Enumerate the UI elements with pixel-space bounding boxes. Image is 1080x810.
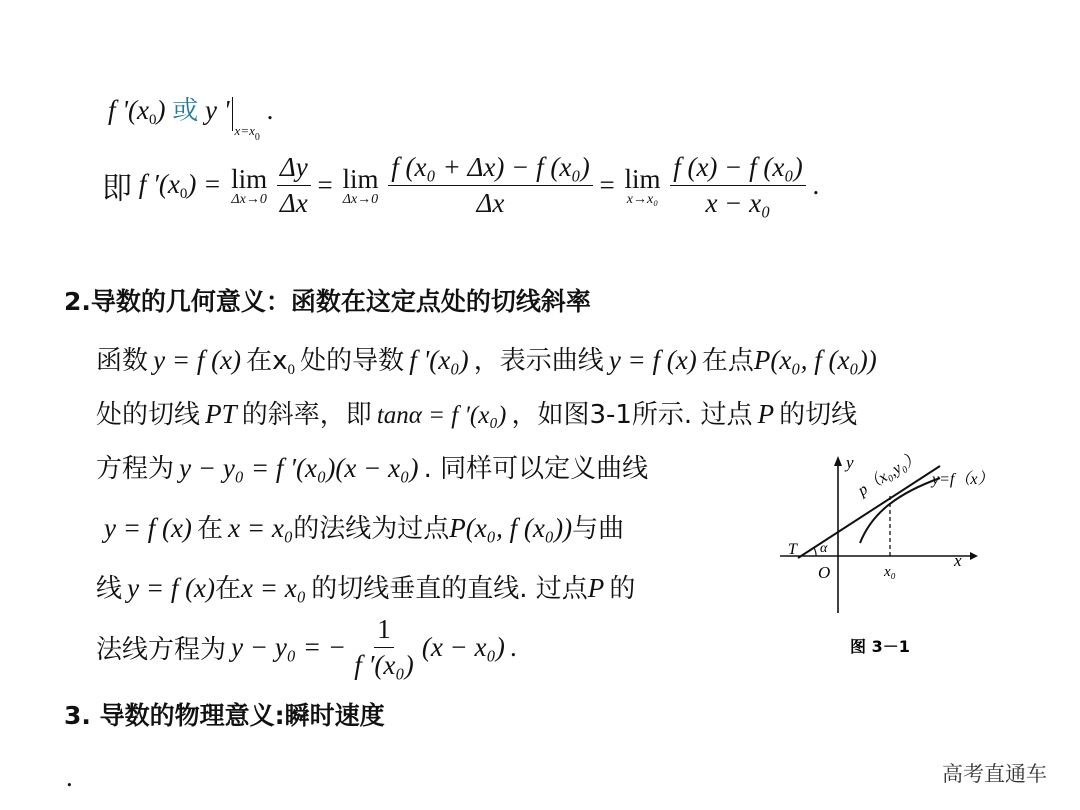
para-line-3: [96, 448, 648, 485]
derivative-definition: [102, 152, 819, 219]
formula: PT: [205, 399, 237, 429]
limit-1: lim Δx→0: [231, 163, 268, 207]
text: . 同样可以定义曲线: [423, 454, 649, 484]
text: 的: [609, 574, 636, 604]
or-word: 或: [172, 96, 199, 126]
derivative-notation-line: [108, 90, 273, 143]
alpha-label: α: [820, 541, 828, 556]
formula: P: [757, 399, 775, 429]
subscript: 0: [287, 362, 296, 378]
text: 与曲: [572, 514, 625, 544]
period: .: [266, 95, 274, 125]
x0-label: x₀: [884, 564, 896, 580]
formula: y = f (x): [153, 345, 242, 375]
y-arrow: [834, 456, 842, 466]
x-label: x: [954, 551, 962, 570]
y-prime: y ': [205, 95, 230, 125]
period: .: [812, 170, 820, 200]
formula: y = f (x): [104, 513, 192, 543]
watermark-text: 高考直通车: [942, 762, 1047, 786]
point-P: P(x₀, f (x₀)): [449, 513, 573, 543]
limit-2: lim Δx→0: [342, 163, 379, 207]
period: .: [509, 632, 517, 662]
text: 的法线为过点: [293, 514, 450, 544]
text: ，表示曲线: [473, 346, 604, 376]
formula: x = x₀: [228, 513, 294, 543]
para-line-2: [96, 394, 857, 431]
fraction-dy-dx: $\frac{\Delta y}{\Delta x}$: [277, 152, 311, 219]
f-prime-x0: f '$(x_0)$: [108, 95, 166, 128]
text: 方程为: [96, 454, 175, 484]
fraction-difference-quotient: $\frac{\text{f (x₀ + Δx) − f (x₀)}}{\Delta x}$: [388, 152, 592, 219]
formula: y = f (x): [127, 573, 216, 603]
equals: =: [599, 170, 615, 200]
text: 在x: [246, 346, 288, 376]
formula: f '(x₀): [409, 345, 469, 375]
equals: =: [317, 170, 333, 200]
text: ，如图3-1所示. 过点: [511, 400, 753, 430]
figure-caption: 图 3－1: [850, 637, 910, 656]
point-P: P(x₀, f (x₀)): [753, 345, 877, 375]
point-label: p（x₀,y₀）: [855, 448, 923, 500]
def-lhs: f $'(x_0)$ =: [138, 168, 222, 202]
text: 线: [96, 574, 123, 604]
fraction-x-to-x0: $\frac{\text{f (x) − f (x₀)}}{\text{x − x₀}}$: [670, 152, 806, 219]
limit-3: lim x→x₀: [624, 163, 661, 207]
T-label: T: [788, 541, 797, 558]
evaluation-bar: [232, 97, 233, 131]
formula: (x − x₀): [421, 632, 505, 662]
section-3-heading: 3. 导数的物理意义:瞬时速度: [64, 701, 385, 730]
text: 在点: [701, 346, 754, 376]
y-label: y: [846, 453, 854, 472]
section-2-heading: 2.导数的几何意义：函数在这定点处的切线斜率: [64, 287, 591, 316]
formula: y − y₀ = −: [231, 632, 347, 662]
formula: x = x₀: [241, 573, 307, 603]
alpha-arc: [814, 548, 816, 556]
origin-label: O: [818, 563, 831, 582]
ji-word: 即: [102, 171, 132, 207]
figure-3-1: [770, 438, 1020, 668]
text: 处的导数: [300, 346, 405, 376]
formula: tanα = f ′(x₀): [376, 402, 507, 429]
trailing-dot: .: [66, 762, 73, 792]
text: 在: [197, 514, 224, 544]
para-line-5: [96, 568, 635, 605]
evaluation-subscript: x=x0: [234, 123, 260, 143]
text: 处的切线: [96, 400, 201, 430]
formula: y = f (x): [608, 345, 697, 375]
text: 在: [215, 574, 242, 604]
para-line-6: [96, 614, 517, 681]
para-line-4: [104, 508, 624, 545]
curve-label: y=f（x）: [932, 471, 994, 488]
normal-fraction: $\frac{1}{\text{f ′(x₀)}}$: [354, 614, 414, 680]
x-arrow: [970, 552, 978, 560]
text: 的切线: [779, 400, 858, 430]
tangent-line-equation: y − y₀ = f ′(x₀)(x − x₀): [179, 453, 419, 483]
text: 的斜率，即: [241, 400, 372, 430]
text: 法线方程为: [96, 635, 227, 665]
formula: P: [587, 573, 605, 603]
text: 函数: [96, 346, 149, 376]
para-line-1: [96, 340, 877, 379]
text: 的切线垂直的直线. 过点: [311, 574, 588, 604]
